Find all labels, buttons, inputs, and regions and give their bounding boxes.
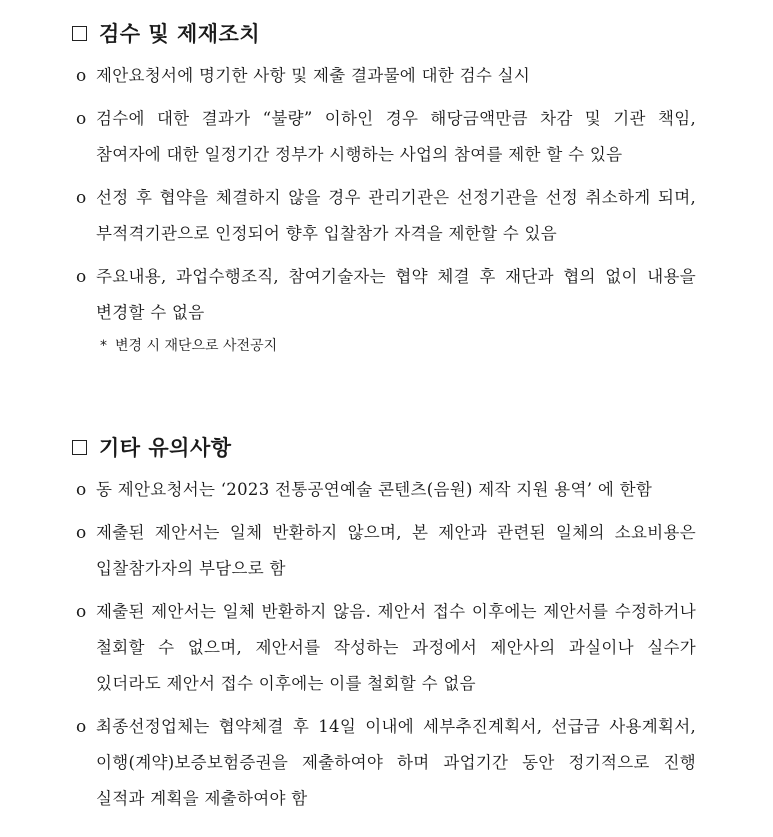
- list-item: [76, 58, 696, 94]
- item-list: [0, 58, 773, 331]
- item-text: 제출된 제안서는 일체 반환하지 않음. 제안서 접수 이후에는 제안서를 수정하거나 철회할 수 없으며, 제안서를 작성하는 과정에서 제안사의 과실이나 실수가 있더라도 제안서 접수 이후에는 이를 철회할 수 없음: [96, 602, 696, 693]
- item-text: 제출된 제안서는 일체 반환하지 않으며, 본 제안과 관련된 일체의 소요비용은 입찰참가자의 부담으로 함: [96, 523, 696, 578]
- bullet-marker: o: [76, 66, 87, 86]
- section-title: 검수 및 제재조치: [99, 22, 261, 46]
- item-text: 최종선정업체는 협약체결 후 14일 이내에 세부추진계획서, 선급금 사용계획서, 이행(계약)보증보험증권을 제출하여야 하며 과업기간 동안 정기적으로 진행 실적과 계획을 제출하여야 함: [96, 717, 696, 808]
- checkbox-square-icon: [72, 440, 87, 455]
- section-heading: [72, 16, 773, 50]
- footnote: [100, 331, 773, 361]
- bullet-marker: o: [76, 523, 87, 543]
- list-item: [76, 101, 696, 173]
- bullet-marker: o: [76, 109, 87, 129]
- section-heading: [72, 430, 773, 464]
- checkbox-square-icon: [72, 26, 87, 41]
- section-other-notes: [0, 430, 773, 817]
- item-text: 주요내용, 과업수행조직, 참여기술자는 협약 체결 후 재단과 협의 없이 내용을 변경할 수 없음: [96, 267, 696, 322]
- bullet-marker: o: [76, 480, 87, 500]
- list-item: [76, 594, 696, 702]
- bullet-marker: o: [76, 602, 87, 622]
- list-item: [76, 259, 696, 331]
- item-list: [0, 472, 773, 817]
- bullet-marker: o: [76, 267, 87, 287]
- item-text: 제안요청서에 명기한 사항 및 제출 결과물에 대한 검수 실시: [96, 66, 531, 85]
- section-inspection: [0, 16, 773, 361]
- item-text: 선정 후 협약을 체결하지 않을 경우 관리기관은 선정기관을 선정 취소하게 되며, 부적격기관으로 인정되어 향후 입찰참가 자격을 제한할 수 있음: [96, 188, 696, 243]
- list-item: [76, 472, 696, 508]
- footnote-text: 변경 시 재단으로 사전공지: [115, 338, 278, 354]
- item-text: 검수에 대한 결과가 “불량” 이하인 경우 해당금액만큼 차감 및 기관 책임, 참여자에 대한 일정기간 정부가 시행하는 사업의 참여를 제한 할 수 있음: [96, 109, 696, 164]
- section-title: 기타 유의사항: [99, 436, 232, 460]
- footnote-marker: *: [100, 338, 107, 354]
- list-item: [76, 515, 696, 587]
- bullet-marker: o: [76, 717, 87, 737]
- list-item: [76, 180, 696, 252]
- list-item: [76, 709, 696, 817]
- item-text: 동 제안요청서는 ‘2023 전통공연예술 콘텐츠(음원) 제작 지원 용역’ 에 한함: [96, 480, 653, 499]
- bullet-marker: o: [76, 188, 87, 208]
